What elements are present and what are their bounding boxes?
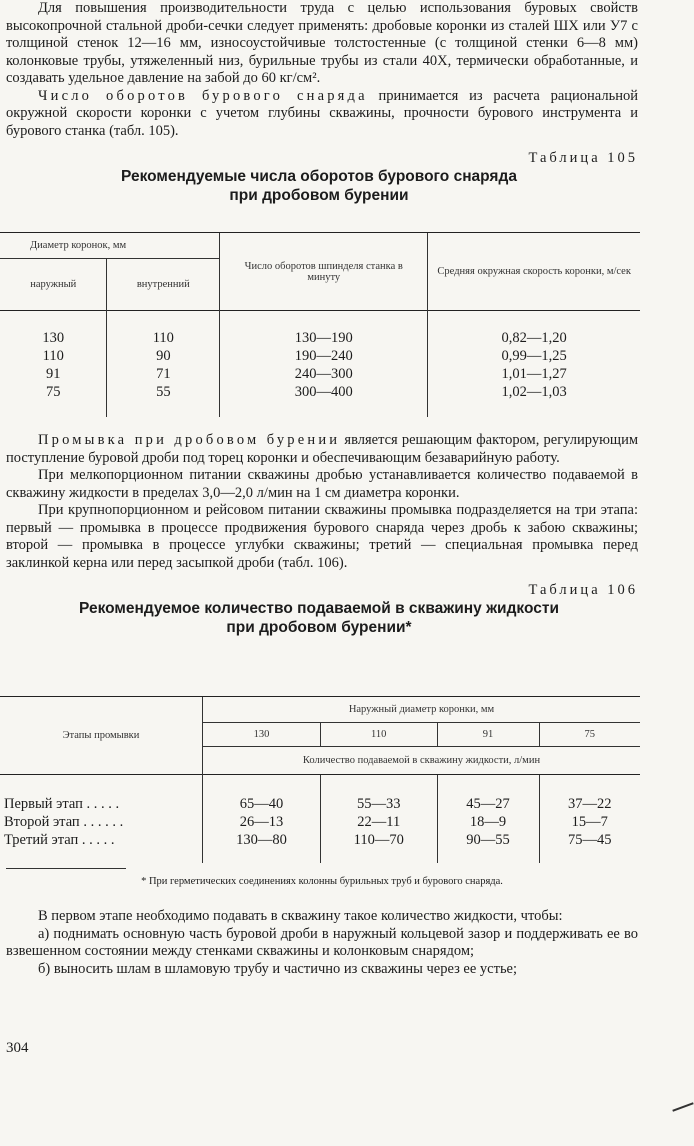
table-106-row xyxy=(0,813,640,831)
paragraph-large-portion: При крупнопорционном и рейсовом питании скважины промывка подразделяется на три этапа: первый — промывка в процессе продвижения бурового снаряда через дробь к забою скважины; второй — промывка в процессе углубки скважины; третий — специальная промывка перед заклинкой керна или перед засыпкой дроби (табл. 106). xyxy=(6,502,638,571)
table-105-header-inner: внутренний xyxy=(107,259,220,311)
table-106-cell: 26—13 xyxy=(203,813,321,831)
table-106-subheader: Количество подаваемой в скважину жидкости, л/мин xyxy=(203,747,641,775)
paragraph-small-portion: При мелкопорционном питании скважины дробью устанавливается количество подаваемой в скважину жидкости в пределах 3,0—2,0 л/мин на 1 см диаметра коронки. xyxy=(6,467,638,501)
table-105 xyxy=(0,232,640,417)
table-105-number: Таблица 105 xyxy=(528,150,638,166)
table-105-row xyxy=(0,383,640,401)
table-106-stage: Первый этап . . . . . xyxy=(4,795,120,812)
table-105-title-line2: при дробовом бурении xyxy=(229,187,409,204)
table-106-title-line2: при дробовом бурении* xyxy=(226,619,412,636)
table-105-header-rpm: Число оборотов шпинделя станка в минуту xyxy=(220,233,428,311)
table-106-diameter: 110 xyxy=(320,723,437,747)
table-105-header-outer: наружный xyxy=(30,279,77,290)
table-105-cell: 75 xyxy=(45,383,61,400)
table-106-cell: 18—9 xyxy=(437,813,539,831)
table-106-stage: Второй этап . . . . . . xyxy=(4,813,124,830)
table-106-cell: 90—55 xyxy=(437,831,539,849)
table-105-cell: 91 xyxy=(45,365,61,382)
table-106-cell: 37—22 xyxy=(539,795,640,813)
table-106-cell: 75—45 xyxy=(539,831,640,849)
table-105-cell: 1,02—1,03 xyxy=(428,383,640,401)
table-106-header-stages: Этапы промывки xyxy=(0,697,203,775)
paragraph-item-a: а) поднимать основную часть буровой дроби в наружный кольцевой зазор и поддерживать ее во взвешенном состоянии между стенками скважины и колонковым снарядом; xyxy=(6,925,638,959)
table-106-title-line1: Рекомендуемое количество подаваемой в скважину жидкости xyxy=(79,600,559,617)
table-106-row xyxy=(0,795,640,813)
margin-mark xyxy=(672,1102,693,1111)
table-105-cell: 71 xyxy=(107,365,220,383)
table-106-row xyxy=(0,831,640,849)
intro-block xyxy=(0,0,694,205)
spaced-term-flushing: Промывка при дробовом бурении xyxy=(38,432,341,448)
paragraph-flushing-text: является решающим фактором, регулирующим поступление буровой дроби под торец коронки и обеспечивающим безаварийную работу. xyxy=(6,432,639,466)
table-106-cell: 110—70 xyxy=(320,831,437,849)
table-105-header-speed: Средняя окружная скорость коронки, м/сек xyxy=(428,233,640,311)
paragraph-durability: Для повышения производительности труда с целью использования буровых свойств высокопрочной стальной дроби-сечки следует применять: дробовые коронки из сталей ШХ или У7 с толщиной стенок 12—16 мм, износоустойчивые толстостенные (с толщиной стенки 6—8 мм) колонковые трубы, утяжеленный низ, бурильные трубы из стали 40Х, термически обработанные, и создавать удельное давление на забой до 60 кг/см². xyxy=(6,0,638,86)
table-106-cell: 15—7 xyxy=(539,813,640,831)
table-105-cell: 240—300 xyxy=(220,365,428,383)
table-105-row xyxy=(0,329,640,347)
table-105-cell: 90 xyxy=(107,347,220,365)
table-105-title-line1: Рекомендуемые числа оборотов бурового снаряда xyxy=(121,168,517,185)
page-number: 304 xyxy=(6,1040,29,1056)
table-106-diameter: 75 xyxy=(539,723,640,747)
table-106-cell: 22—11 xyxy=(320,813,437,831)
table-105-cell: 0,99—1,25 xyxy=(428,347,640,365)
table-106-cell: 130—80 xyxy=(203,831,321,849)
table-105-cell: 55 xyxy=(107,383,220,401)
table-105-cell: 110 xyxy=(42,347,64,364)
table-106-header-diameter: Наружный диаметр коронки, мм xyxy=(203,697,641,723)
table-105-header-diameter: Диаметр коронок, мм xyxy=(0,233,220,259)
table-105-cell: 190—240 xyxy=(220,347,428,365)
table-105-cell: 130—190 xyxy=(220,329,428,347)
flushing-block xyxy=(0,432,694,637)
table-105-cell: 110 xyxy=(107,329,220,347)
table-105-row xyxy=(0,365,640,383)
paragraph-item-b: б) выносить шлам в шламовую трубу и частично из скважины через ее устье; xyxy=(38,960,518,977)
table-106-cell: 55—33 xyxy=(320,795,437,813)
table-105-cell: 1,01—1,27 xyxy=(428,365,640,383)
table-106-number: Таблица 106 xyxy=(528,582,638,598)
table-106 xyxy=(0,696,640,863)
table-105-cell: 130 xyxy=(42,329,65,346)
table-106-stage: Третий этап . . . . . xyxy=(4,831,115,848)
table-105-row xyxy=(0,347,640,365)
paragraph-flushing xyxy=(0,432,694,467)
table-106-diameter: 130 xyxy=(203,723,321,747)
paragraph-first-stage: В первом этапе необходимо подавать в скважину такое количество жидкости, чтобы: xyxy=(38,908,563,924)
paragraph-rotations xyxy=(0,88,694,141)
stage-one-block xyxy=(0,908,694,978)
footnote: * При герметических соединениях колонны бурильных труб и бурового снаряда. xyxy=(141,876,503,887)
spaced-term-rotations: Число оборотов бурового снаряда xyxy=(38,87,368,104)
footnote-rule xyxy=(6,868,126,869)
table-105-cell: 300—400 xyxy=(220,383,428,401)
paragraph-rotations-text: принимается из расчета рациональной окружной скорости коронки с учетом глубины скважины, прочности бурового инструмента и бурового станка (табл. 105). xyxy=(6,87,638,139)
table-106-diameter: 91 xyxy=(437,723,539,747)
table-106-cell: 45—27 xyxy=(437,795,539,813)
table-105-cell: 0,82—1,20 xyxy=(428,329,640,347)
table-106-cell: 65—40 xyxy=(203,795,321,813)
